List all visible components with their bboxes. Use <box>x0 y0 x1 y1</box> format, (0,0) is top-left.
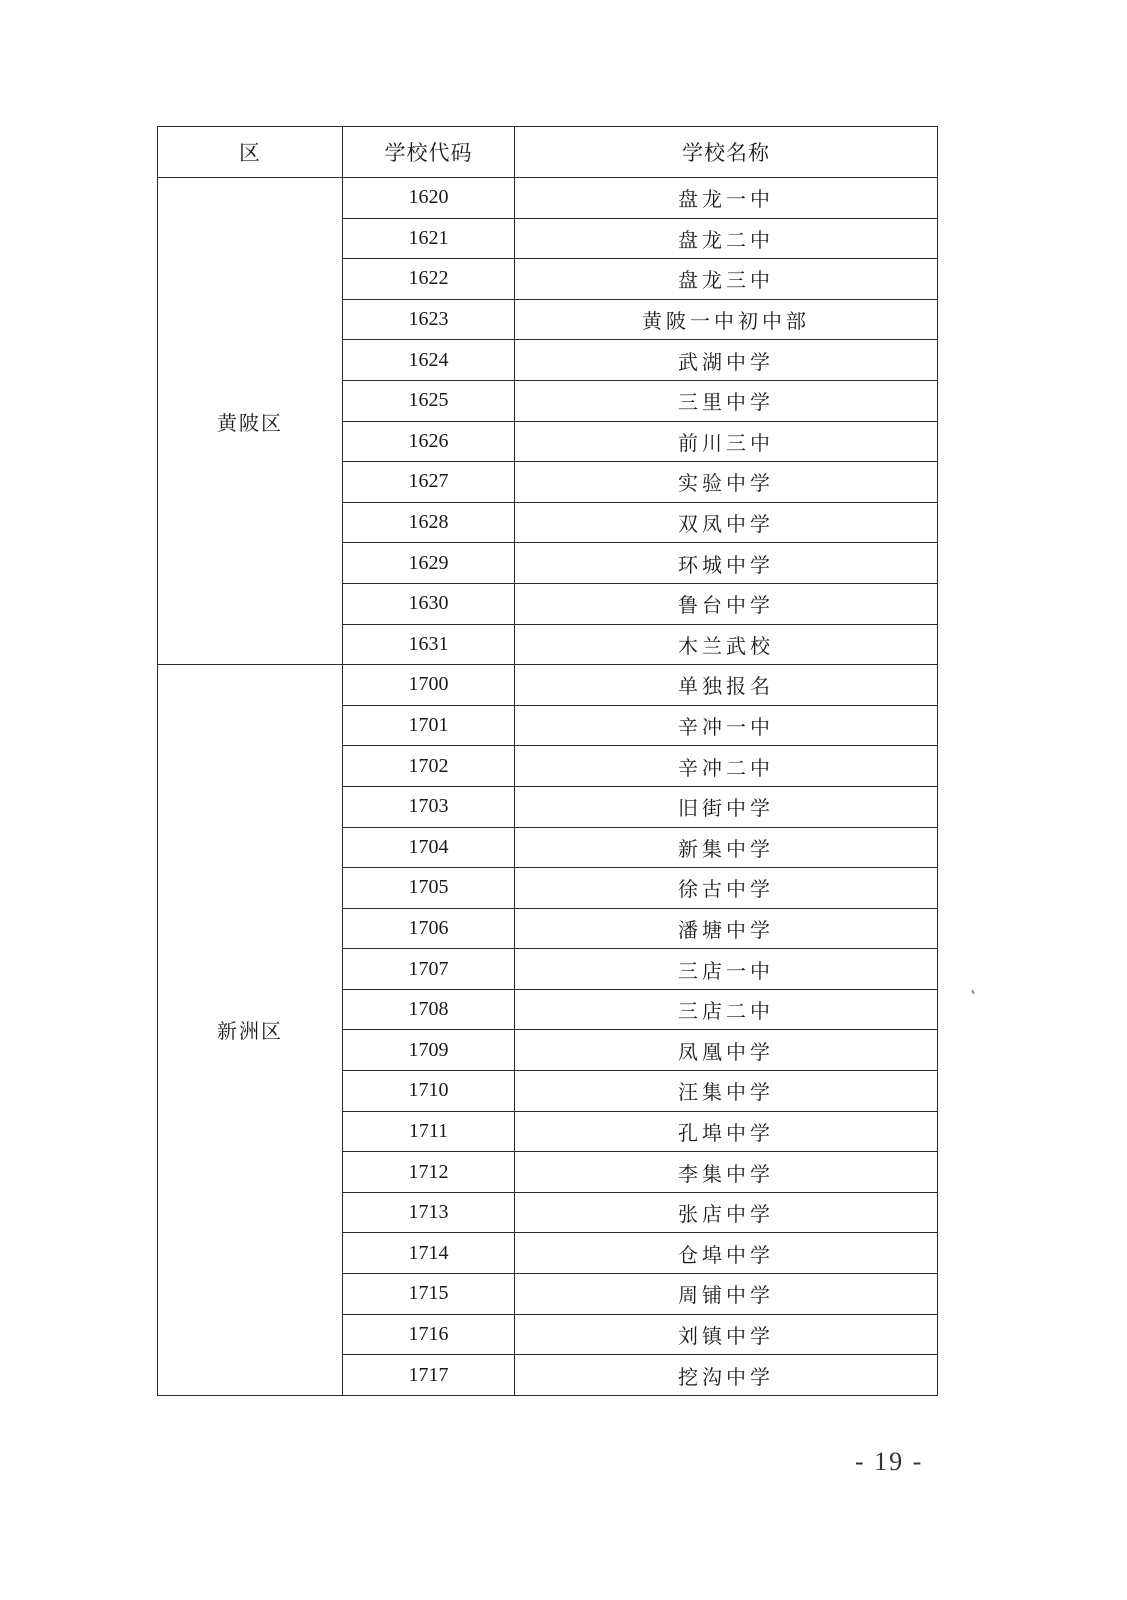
school-name-cell: 凤凰中学 <box>515 1030 938 1071</box>
school-code-cell: 1713 <box>343 1192 515 1233</box>
school-name-cell: 汪集中学 <box>515 1071 938 1112</box>
school-name-cell: 挖沟中学 <box>515 1355 938 1396</box>
school-name-cell: 新集中学 <box>515 827 938 868</box>
school-name-cell: 孔埠中学 <box>515 1111 938 1152</box>
school-code-cell: 1701 <box>343 705 515 746</box>
school-code-cell: 1624 <box>343 340 515 381</box>
table-header-row <box>158 127 938 178</box>
school-code-cell: 1716 <box>343 1314 515 1355</box>
school-code-cell: 1710 <box>343 1071 515 1112</box>
school-name-cell: 旧街中学 <box>515 786 938 827</box>
school-name-cell: 黄陂一中初中部 <box>515 299 938 340</box>
school-code-cell: 1620 <box>343 178 515 219</box>
school-code-cell: 1709 <box>343 1030 515 1071</box>
scan-speck <box>971 990 975 994</box>
school-code-cell: 1628 <box>343 502 515 543</box>
school-name-cell: 刘镇中学 <box>515 1314 938 1355</box>
school-name-cell: 李集中学 <box>515 1152 938 1193</box>
school-name-cell: 仓埠中学 <box>515 1233 938 1274</box>
school-code-table <box>157 126 938 1396</box>
table-row <box>158 178 938 219</box>
school-code-cell: 1707 <box>343 949 515 990</box>
school-name-cell: 单独报名 <box>515 665 938 706</box>
school-name-cell: 实验中学 <box>515 462 938 503</box>
school-code-cell: 1704 <box>343 827 515 868</box>
school-code-cell: 1705 <box>343 868 515 909</box>
table-body <box>158 178 938 1396</box>
school-code-cell: 1712 <box>343 1152 515 1193</box>
school-name-cell: 武湖中学 <box>515 340 938 381</box>
district-cell: 黄陂区 <box>158 178 343 665</box>
school-code-cell: 1625 <box>343 380 515 421</box>
school-code-cell: 1714 <box>343 1233 515 1274</box>
school-name-cell: 张店中学 <box>515 1192 938 1233</box>
school-name-cell: 三店一中 <box>515 949 938 990</box>
header-school-code: 学校代码 <box>343 127 515 178</box>
school-name-cell: 环城中学 <box>515 543 938 584</box>
school-name-cell: 双凤中学 <box>515 502 938 543</box>
district-cell: 新洲区 <box>158 665 343 1396</box>
school-name-cell: 盘龙三中 <box>515 259 938 300</box>
school-name-cell: 鲁台中学 <box>515 583 938 624</box>
school-code-cell: 1629 <box>343 543 515 584</box>
school-name-cell: 辛冲一中 <box>515 705 938 746</box>
school-code-cell: 1631 <box>343 624 515 665</box>
school-code-cell: 1717 <box>343 1355 515 1396</box>
school-code-cell: 1623 <box>343 299 515 340</box>
school-code-cell: 1626 <box>343 421 515 462</box>
school-name-cell: 三里中学 <box>515 380 938 421</box>
school-code-cell: 1715 <box>343 1274 515 1315</box>
school-name-cell: 三店二中 <box>515 989 938 1030</box>
header-school-name: 学校名称 <box>515 127 938 178</box>
school-name-cell: 盘龙一中 <box>515 178 938 219</box>
school-code-cell: 1700 <box>343 665 515 706</box>
school-name-cell: 辛冲二中 <box>515 746 938 787</box>
school-name-cell: 盘龙二中 <box>515 218 938 259</box>
school-code-cell: 1702 <box>343 746 515 787</box>
school-code-cell: 1622 <box>343 259 515 300</box>
school-code-cell: 1708 <box>343 989 515 1030</box>
school-code-cell: 1630 <box>343 583 515 624</box>
table-row <box>158 665 938 706</box>
school-code-cell: 1627 <box>343 462 515 503</box>
header-district: 区 <box>158 127 343 178</box>
school-code-cell: 1706 <box>343 908 515 949</box>
school-name-cell: 潘塘中学 <box>515 908 938 949</box>
school-code-cell: 1621 <box>343 218 515 259</box>
school-code-cell: 1703 <box>343 786 515 827</box>
school-name-cell: 周铺中学 <box>515 1274 938 1315</box>
school-name-cell: 徐古中学 <box>515 868 938 909</box>
school-code-cell: 1711 <box>343 1111 515 1152</box>
school-name-cell: 前川三中 <box>515 421 938 462</box>
page-number: - 19 - <box>855 1447 924 1476</box>
school-name-cell: 木兰武校 <box>515 624 938 665</box>
